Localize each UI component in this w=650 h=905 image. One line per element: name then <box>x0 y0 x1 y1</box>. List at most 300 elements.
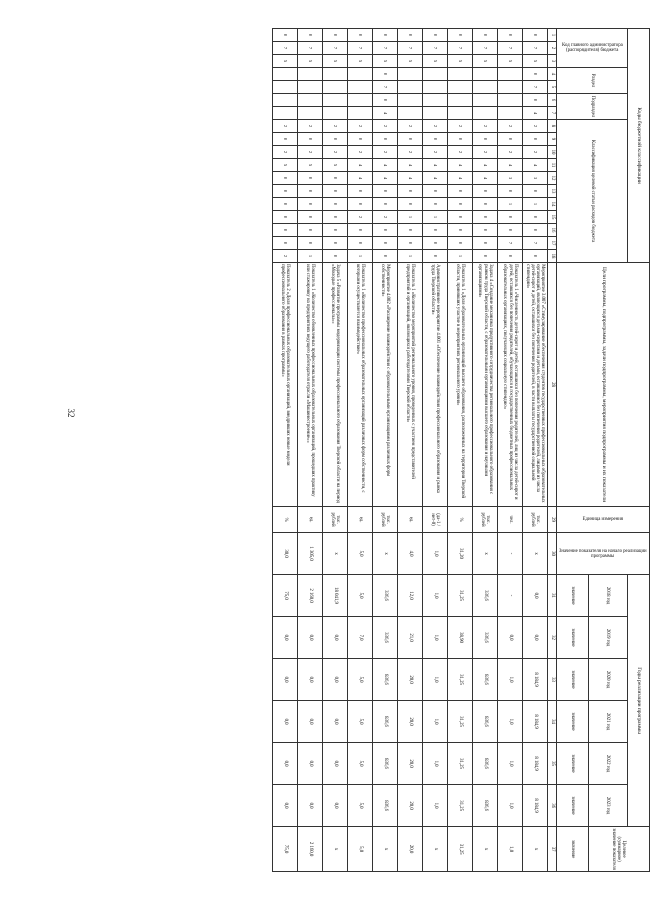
row-year-value: 336,6 <box>473 575 498 617</box>
code-digit: 0 <box>298 29 323 42</box>
code-digit: 4 <box>373 159 398 172</box>
code-digit: 7 <box>373 42 398 55</box>
row-base-value: 30,0 <box>273 533 298 575</box>
row-year-value: 0,0 <box>498 617 523 659</box>
column-number: 35 <box>548 743 557 785</box>
code-digit: 0 <box>398 224 423 237</box>
row-unit: чел. <box>498 507 523 533</box>
column-number: 11 <box>548 159 557 172</box>
code-digit: 0 <box>348 224 373 237</box>
row-final-value: 20,0 <box>398 827 423 872</box>
code-digit: 4 <box>523 107 548 120</box>
table-row <box>473 29 498 872</box>
code-digit: 4 <box>348 159 373 172</box>
code-digit: 2 <box>473 146 498 159</box>
row-year-value: 20,0 <box>398 785 423 827</box>
code-digit: 0 <box>373 185 398 198</box>
row-final-value: х <box>373 827 398 872</box>
table-row <box>498 29 523 872</box>
code-digit: 2 <box>373 211 398 224</box>
code-digit <box>448 107 473 120</box>
row-unit: % <box>448 507 473 533</box>
code-digit: 2 <box>348 146 373 159</box>
code-digit: 4 <box>348 172 373 185</box>
code-digit <box>273 107 298 120</box>
code-digit: 0 <box>398 133 423 146</box>
code-digit: 0 <box>523 224 548 237</box>
code-digit: 0 <box>473 224 498 237</box>
row-base-value: 1,0 <box>423 533 448 575</box>
row-final-value: 5,0 <box>348 827 373 872</box>
row-year-value: 0,0 <box>523 617 548 659</box>
code-digit: 5 <box>348 55 373 68</box>
row-year-value: 836,6 <box>373 701 398 743</box>
header-codes-group: Коды бюджетной классификации <box>628 29 650 263</box>
code-digit <box>273 68 298 81</box>
code-digit: 0 <box>523 94 548 107</box>
code-digit: 5 <box>273 55 298 68</box>
code-digit: 0 <box>448 198 473 211</box>
row-year-value: 836,6 <box>373 659 398 701</box>
code-digit: 0 <box>398 198 423 211</box>
code-digit <box>498 68 523 81</box>
row-year-value: 0,0 <box>323 743 348 785</box>
code-digit: 1 <box>498 198 523 211</box>
code-digit: 1 <box>398 250 423 263</box>
code-digit <box>448 94 473 107</box>
column-number: 28 <box>548 263 557 507</box>
code-digit: 0 <box>273 198 298 211</box>
code-digit: 0 <box>523 68 548 81</box>
row-year-value: 12,0 <box>398 575 423 617</box>
code-digit: 2 <box>273 120 298 133</box>
code-digit: 7 <box>373 81 398 94</box>
code-digit: 0 <box>323 198 348 211</box>
row-year-value: 1,0 <box>498 701 523 743</box>
code-digit: 0 <box>273 172 298 185</box>
row-year-value: 2 160,0 <box>298 575 323 617</box>
code-digit: 0 <box>473 237 498 250</box>
row-text: Показатель 1 «Количество обновленных профессиональных образовательных организаций, прошедших практику или стажировку на предприятиях ведущего работодателя отрасли «Машиностроение»» <box>298 263 323 507</box>
code-digit: 0 <box>348 185 373 198</box>
code-digit: 2 <box>448 120 473 133</box>
code-digit <box>298 94 323 107</box>
code-digit: 7 <box>423 42 448 55</box>
row-year-value: 31,25 <box>448 659 473 701</box>
code-digit: 2 <box>398 146 423 159</box>
row-year-value: 1,0 <box>498 785 523 827</box>
row-year-value: 21,0 <box>398 617 423 659</box>
code-digit: 0 <box>523 250 548 263</box>
row-unit: тыс. рублей <box>473 507 498 533</box>
row-final-value: х <box>423 827 448 872</box>
header-value: значение <box>557 617 589 659</box>
column-number: 33 <box>548 659 557 701</box>
code-digit: 5 <box>473 55 498 68</box>
row-year-value: 31,25 <box>448 743 473 785</box>
code-digit: 0 <box>323 172 348 185</box>
row-text: Показатель 1 «Количество профессиональных образовательных организаций различных форм собственности, с которыми осуществляется взаимодействие» <box>348 263 373 507</box>
code-digit: 0 <box>323 29 348 42</box>
header-classifier: Классификация целевой статьи расходов бюджета <box>557 120 628 263</box>
code-digit: 0 <box>498 224 523 237</box>
code-digit <box>348 107 373 120</box>
code-digit: 0 <box>473 29 498 42</box>
row-year-value: 1,0 <box>423 617 448 659</box>
header-base: Значение показателя на начало реализации программы <box>557 533 650 575</box>
code-digit: 0 <box>523 29 548 42</box>
row-final-value: 2 160,0 <box>298 827 323 872</box>
code-digit: 1 <box>448 250 473 263</box>
code-digit: 2 <box>273 250 298 263</box>
code-digit: 0 <box>498 211 523 224</box>
code-digit: 2 <box>473 120 498 133</box>
code-digit: 0 <box>473 185 498 198</box>
header-year-3: 2020 год <box>588 659 627 701</box>
code-digit: 7 <box>498 237 523 250</box>
code-digit: 4 <box>373 107 398 120</box>
code-digit: 0 <box>473 198 498 211</box>
code-digit: 0 <box>373 250 398 263</box>
row-text: Задача 4 «Создание механизма продуктивного сотрудничества регионального профессионального образования с рынком труда Тверской области, с образовательными организациями высшего образования и научными организациями» <box>473 263 498 507</box>
row-year-value: - <box>498 575 523 617</box>
code-digit: 4 <box>373 172 398 185</box>
column-number: 9 <box>548 133 557 146</box>
code-digit: 4 <box>473 159 498 172</box>
page-number: 32 <box>66 408 76 418</box>
code-digit <box>448 68 473 81</box>
code-digit: 0 <box>273 133 298 146</box>
code-digit: 7 <box>523 237 548 250</box>
code-digit: 0 <box>323 237 348 250</box>
code-digit: 0 <box>423 250 448 263</box>
row-year-value: 20,0 <box>398 701 423 743</box>
row-year-value: 1,0 <box>498 659 523 701</box>
row-final-value: 75,0 <box>273 827 298 872</box>
code-digit: 1 <box>423 211 448 224</box>
column-numbers-row <box>548 29 557 872</box>
column-number: 18 <box>548 250 557 263</box>
table-row <box>373 29 398 872</box>
row-year-value: 0,0 <box>273 659 298 701</box>
code-digit: 0 <box>423 237 448 250</box>
row-year-value: 31,25 <box>448 785 473 827</box>
header-value: значение <box>557 743 589 785</box>
row-year-value: 8 184,9 <box>523 659 548 701</box>
row-year-value: 8 184,9 <box>523 743 548 785</box>
column-number: 17 <box>548 237 557 250</box>
code-digit: 0 <box>473 133 498 146</box>
row-year-value: 8 184,9 <box>523 701 548 743</box>
code-digit: 0 <box>423 224 448 237</box>
column-number: 15 <box>548 211 557 224</box>
code-digit: 4 <box>473 172 498 185</box>
row-year-value: 20,0 <box>398 743 423 785</box>
row-year-value: 836,6 <box>473 659 498 701</box>
code-digit: 0 <box>448 237 473 250</box>
row-unit: % <box>273 507 298 533</box>
code-digit: 1 <box>523 198 548 211</box>
header-years-group: Годы реализации программы <box>628 575 650 827</box>
row-final-value: х <box>473 827 498 872</box>
column-number: 1 <box>548 29 557 42</box>
column-number: 5 <box>548 81 557 94</box>
code-digit: 0 <box>373 237 398 250</box>
row-unit: тыс. рублей <box>323 507 348 533</box>
code-digit: 0 <box>273 224 298 237</box>
code-digit: 0 <box>348 133 373 146</box>
code-digit: 0 <box>273 211 298 224</box>
code-digit: 0 <box>323 224 348 237</box>
row-year-value: 1,0 <box>423 701 448 743</box>
table-row <box>273 29 298 872</box>
code-digit: 2 <box>298 146 323 159</box>
code-digit <box>298 68 323 81</box>
code-digit: 3 <box>523 172 548 185</box>
row-year-value: 1,0 <box>423 659 448 701</box>
code-digit: 5 <box>373 55 398 68</box>
code-digit: 2 <box>273 146 298 159</box>
code-digit <box>473 68 498 81</box>
row-year-value: 0,0 <box>298 785 323 827</box>
row-year-value: 0,0 <box>273 785 298 827</box>
table-row <box>523 29 548 872</box>
code-digit <box>398 107 423 120</box>
header-value: значение <box>557 701 589 743</box>
code-digit: 7 <box>498 42 523 55</box>
code-digit: 7 <box>398 42 423 55</box>
code-digit: 0 <box>423 133 448 146</box>
code-digit <box>323 68 348 81</box>
row-base-value: 4,0 <box>398 533 423 575</box>
row-year-value: 0,0 <box>273 617 298 659</box>
code-digit: 0 <box>498 133 523 146</box>
column-number: 37 <box>548 827 557 872</box>
code-digit: 0 <box>498 185 523 198</box>
row-year-value: 0,0 <box>523 575 548 617</box>
code-digit: 7 <box>298 42 323 55</box>
table-row <box>398 29 423 872</box>
code-digit: 0 <box>373 198 398 211</box>
code-digit: 2 <box>348 211 373 224</box>
row-year-value: 5,0 <box>348 743 373 785</box>
row-text: Показатель 1 «Доля образовательных организаций высшего образования, расположенных на территории Тверской области, принявших участие в мероприятиях регионального уровня» <box>448 263 473 507</box>
code-digit <box>423 94 448 107</box>
row-year-value: 5,0 <box>348 701 373 743</box>
code-digit: 0 <box>323 211 348 224</box>
row-text: Задача 5 «Развитие программы модернизации системы профессионального образования Тверской области на период «Молодые профессионалы»» <box>323 263 348 507</box>
code-digit: 0 <box>448 224 473 237</box>
code-digit: 0 <box>523 133 548 146</box>
code-digit <box>323 94 348 107</box>
code-digit: 0 <box>373 224 398 237</box>
code-digit: 0 <box>373 133 398 146</box>
code-digit <box>323 81 348 94</box>
header-value: значение <box>557 785 589 827</box>
row-year-value: 0,0 <box>323 785 348 827</box>
row-year-value: 5,0 <box>348 575 373 617</box>
row-year-value: 0,0 <box>298 659 323 701</box>
code-digit: 0 <box>348 198 373 211</box>
header-year-4: 2021 год <box>588 701 627 743</box>
code-digit: 0 <box>348 29 373 42</box>
row-final-value: 31,25 <box>448 827 473 872</box>
row-text: Показатель 1 «Численность детей-сирот и детей, оставшихся без попечения родителей, лиц из числа детей-сирот и детей, оставшихся без попечения родителей, обучающихся в государственных бюджетных профессиональных образовательных организациях, получающих социальную стипендию» <box>498 263 523 507</box>
row-year-value: 1,0 <box>498 743 523 785</box>
code-digit: 4 <box>523 159 548 172</box>
code-digit: 0 <box>273 29 298 42</box>
code-digit: 0 <box>398 237 423 250</box>
code-digit: 2 <box>423 146 448 159</box>
row-text: Мероприятие 3.007 «Стимулирование обеспечения студентов государственных профессиональных образовательных организаций, являющихся детьми-сиротами и детьми, оставшимися без попечения родителей, лицами из числа детей-сирот и детей, оставшихся без попечения родителей, в части выплаты государственной социальной стипендии» <box>523 263 548 507</box>
code-digit <box>398 81 423 94</box>
table-row <box>448 29 473 872</box>
code-digit: 2 <box>448 146 473 159</box>
rotated-page <box>82 28 650 899</box>
header-unit: Единица измерения <box>557 507 650 533</box>
row-year-value: 0,0 <box>323 659 348 701</box>
code-digit: 7 <box>448 42 473 55</box>
table-row <box>323 29 348 872</box>
row-final-value: х <box>523 827 548 872</box>
code-digit <box>473 107 498 120</box>
row-unit: тыс. рублей <box>523 507 548 533</box>
row-year-value: 20,0 <box>398 659 423 701</box>
row-text: Показатель 2 «Доля профессиональных образовательных организаций, внедривших новые модели профессионального образования в рамках программы» <box>273 263 298 507</box>
code-digit <box>473 81 498 94</box>
code-digit: 5 <box>423 55 448 68</box>
code-digit <box>348 81 373 94</box>
row-base-value: 31,20 <box>448 533 473 575</box>
code-digit: 0 <box>423 185 448 198</box>
row-year-value: 836,6 <box>473 743 498 785</box>
code-digit <box>348 68 373 81</box>
row-year-value: 0,0 <box>323 701 348 743</box>
code-digit: 2 <box>523 146 548 159</box>
code-digit <box>398 68 423 81</box>
code-digit: 0 <box>298 185 323 198</box>
header-admin-code: Код главного администратора (распорядителя) бюджета <box>557 29 628 68</box>
code-digit: 5 <box>273 159 298 172</box>
row-unit: тыс. рублей <box>373 507 398 533</box>
row-text: Показатель 1 «Количество мероприятий регионального уровня, проведенных с участием представителей предприятий и организаций, являющихся работодателями Тверской области» <box>398 263 423 507</box>
code-digit: 4 <box>398 159 423 172</box>
code-digit: 2 <box>373 146 398 159</box>
column-number: 4 <box>548 68 557 81</box>
row-unit: ед. <box>298 507 323 533</box>
code-digit: 4 <box>498 159 523 172</box>
code-digit: 0 <box>448 211 473 224</box>
code-digit <box>348 94 373 107</box>
code-digit: 2 <box>298 120 323 133</box>
header-podrazdel: Подраздел <box>557 94 628 120</box>
code-digit: 0 <box>498 250 523 263</box>
row-year-value: 0,0 <box>298 743 323 785</box>
table-row <box>423 29 448 872</box>
row-year-value: 836,6 <box>373 785 398 827</box>
row-base-value: х <box>473 533 498 575</box>
row-base-value: 1 305,0 <box>298 533 323 575</box>
table-row <box>298 29 323 872</box>
column-number: 34 <box>548 701 557 743</box>
code-digit: 5 <box>298 55 323 68</box>
code-digit: 5 <box>298 159 323 172</box>
code-digit: 4 <box>423 159 448 172</box>
header-value: значение <box>557 659 589 701</box>
column-number: 7 <box>548 107 557 120</box>
column-number: 12 <box>548 172 557 185</box>
column-number: 10 <box>548 146 557 159</box>
column-number: 8 <box>548 120 557 133</box>
code-digit: 0 <box>298 211 323 224</box>
code-digit <box>323 107 348 120</box>
code-digit: 4 <box>448 172 473 185</box>
code-digit: 0 <box>373 68 398 81</box>
code-digit: 0 <box>298 172 323 185</box>
code-digit: 4 <box>448 159 473 172</box>
code-digit <box>498 107 523 120</box>
row-year-value: 31,25 <box>448 575 473 617</box>
code-digit <box>273 81 298 94</box>
row-year-value: 75,0 <box>273 575 298 617</box>
code-digit: 0 <box>448 185 473 198</box>
code-digit: 0 <box>298 198 323 211</box>
code-digit: 0 <box>273 237 298 250</box>
row-unit: ед. <box>398 507 423 533</box>
code-digit: 5 <box>498 55 523 68</box>
row-year-value: 0,0 <box>323 617 348 659</box>
row-year-value: 836,6 <box>473 701 498 743</box>
code-digit: 0 <box>423 29 448 42</box>
row-year-value: 7,0 <box>348 617 373 659</box>
code-digit <box>473 94 498 107</box>
code-digit: 3 <box>498 172 523 185</box>
code-digit: 0 <box>323 185 348 198</box>
column-number: 3 <box>548 55 557 68</box>
code-digit: 0 <box>448 29 473 42</box>
column-number: 14 <box>548 198 557 211</box>
row-year-value: 336,6 <box>473 617 498 659</box>
row-year-value: 0,0 <box>273 701 298 743</box>
code-digit: 0 <box>473 211 498 224</box>
row-base-value: х <box>523 533 548 575</box>
code-digit: 0 <box>473 250 498 263</box>
column-number: 2 <box>548 42 557 55</box>
row-year-value: 5,0 <box>348 659 373 701</box>
row-final-value: 1,0 <box>498 827 523 872</box>
code-digit: 0 <box>373 94 398 107</box>
code-digit: 7 <box>523 42 548 55</box>
code-digit: 2 <box>323 146 348 159</box>
code-digit: 1 <box>398 211 423 224</box>
column-number: 29 <box>548 507 557 533</box>
code-digit: 0 <box>298 133 323 146</box>
row-year-value: 336,6 <box>373 617 398 659</box>
code-digit: 7 <box>473 42 498 55</box>
code-digit: 0 <box>298 224 323 237</box>
table-sheet <box>107 28 650 868</box>
row-year-value: 1,0 <box>423 785 448 827</box>
header-goals: Цели программы, подпрограммы, задачи подпрограммы, мероприятия подпрограммы и их показатели <box>557 263 650 507</box>
code-digit: 2 <box>323 120 348 133</box>
row-year-value: 836,6 <box>473 785 498 827</box>
code-digit: 2 <box>498 120 523 133</box>
table-row <box>348 29 373 872</box>
code-digit: 0 <box>348 237 373 250</box>
code-digit: 5 <box>523 55 548 68</box>
code-digit: 2 <box>373 120 398 133</box>
code-digit: 4 <box>423 172 448 185</box>
